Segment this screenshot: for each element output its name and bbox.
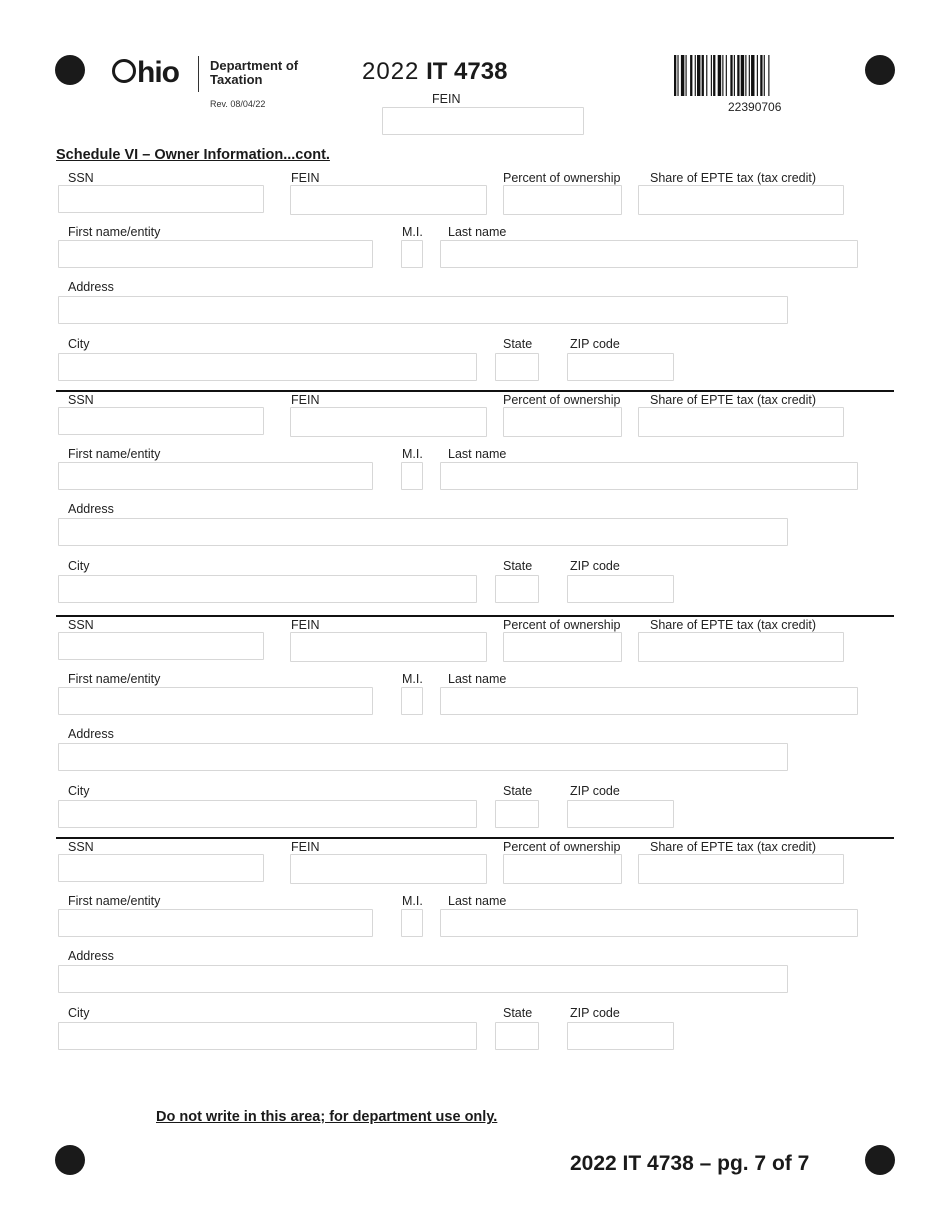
fein-label: FEIN	[291, 393, 320, 407]
last-name-input[interactable]	[440, 462, 858, 490]
mi-label: M.I.	[402, 225, 423, 239]
city-label: City	[68, 1006, 90, 1020]
address-label: Address	[68, 949, 114, 963]
zip-label: ZIP code	[570, 1006, 620, 1020]
fein-input[interactable]	[290, 854, 487, 884]
zip-input[interactable]	[567, 353, 674, 381]
state-input[interactable]	[495, 1022, 539, 1050]
share-label: Share of EPTE tax (tax credit)	[650, 840, 817, 854]
state-input[interactable]	[495, 575, 539, 603]
last-name-input[interactable]	[440, 240, 858, 268]
city-input[interactable]	[58, 575, 477, 603]
city-label: City	[68, 337, 90, 351]
share-input[interactable]	[638, 407, 844, 437]
state-input[interactable]	[495, 353, 539, 381]
fein-label: FEIN	[291, 840, 320, 854]
city-label: City	[68, 784, 90, 798]
city-label: City	[68, 559, 90, 573]
form-id: IT 4738	[426, 58, 508, 85]
percent-input[interactable]	[503, 854, 622, 884]
registration-mark-top-right	[865, 55, 895, 85]
last-name-label: Last name	[448, 447, 507, 461]
last-name-label: Last name	[448, 225, 507, 239]
share-label: Share of EPTE tax (tax credit)	[650, 171, 817, 185]
department-use-note: Do not write in this area; for department use only.	[156, 1109, 498, 1125]
address-label: Address	[68, 280, 114, 294]
first-name-label: First name/entity	[68, 894, 161, 908]
ssn-label: SSN	[68, 393, 94, 407]
zip-input[interactable]	[567, 800, 674, 828]
registration-mark-bottom-right	[865, 1145, 895, 1175]
mi-input[interactable]	[401, 909, 423, 937]
last-name-input[interactable]	[440, 687, 858, 715]
fein-label: FEIN	[291, 618, 320, 632]
fein-input[interactable]	[290, 185, 487, 215]
page-footer: 2022 IT 4738 – pg. 7 of 7	[570, 1152, 810, 1175]
department-line-2: Taxation	[210, 72, 263, 87]
ssn-input[interactable]	[58, 632, 264, 660]
mi-input[interactable]	[401, 462, 423, 490]
mi-label: M.I.	[402, 894, 423, 908]
registration-mark-bottom-left	[55, 1145, 85, 1175]
owner-separator	[56, 615, 894, 617]
department-line-1: Department of	[210, 58, 299, 73]
mi-label: M.I.	[402, 447, 423, 461]
header-fein-label: FEIN	[432, 92, 461, 106]
last-name-label: Last name	[448, 672, 507, 686]
mi-input[interactable]	[401, 240, 423, 268]
logo-divider	[198, 56, 199, 92]
ssn-input[interactable]	[58, 185, 264, 213]
schedule-title: Schedule VI – Owner Information...cont.	[56, 147, 330, 163]
last-name-label: Last name	[448, 894, 507, 908]
ssn-label: SSN	[68, 840, 94, 854]
city-input[interactable]	[58, 800, 477, 828]
percent-input[interactable]	[503, 185, 622, 215]
form-year: 2022	[362, 58, 420, 85]
percent-label: Percent of ownership	[503, 393, 621, 407]
header-fein-input[interactable]	[382, 107, 584, 135]
percent-label: Percent of ownership	[503, 618, 621, 632]
zip-input[interactable]	[567, 575, 674, 603]
ohio-logo	[112, 56, 179, 90]
mi-label: M.I.	[402, 672, 423, 686]
ohio-logo-o-icon	[112, 59, 136, 83]
share-input[interactable]	[638, 632, 844, 662]
address-input[interactable]	[58, 296, 788, 324]
city-input[interactable]	[58, 1022, 477, 1050]
first-name-label: First name/entity	[68, 672, 161, 686]
state-label: State	[503, 1006, 533, 1020]
fein-label: FEIN	[291, 171, 320, 185]
state-label: State	[503, 337, 533, 351]
ohio-logo-text: hio	[137, 56, 179, 89]
first-name-input[interactable]	[58, 687, 373, 715]
zip-label: ZIP code	[570, 784, 620, 798]
barcode-image	[674, 55, 840, 96]
address-input[interactable]	[58, 743, 788, 771]
state-label: State	[503, 559, 533, 573]
address-input[interactable]	[58, 965, 788, 993]
ssn-input[interactable]	[58, 407, 264, 435]
state-label: State	[503, 784, 533, 798]
state-input[interactable]	[495, 800, 539, 828]
barcode-number: 22390706	[728, 100, 782, 114]
owner-separator	[56, 390, 894, 392]
city-input[interactable]	[58, 353, 477, 381]
percent-label: Percent of ownership	[503, 171, 621, 185]
form-title	[362, 58, 507, 86]
zip-input[interactable]	[567, 1022, 674, 1050]
address-label: Address	[68, 502, 114, 516]
revision-date: Rev. 08/04/22	[210, 99, 266, 109]
first-name-label: First name/entity	[68, 447, 161, 461]
share-input[interactable]	[638, 185, 844, 215]
first-name-input[interactable]	[58, 240, 373, 268]
ssn-input[interactable]	[58, 854, 264, 882]
registration-mark-top-left	[55, 55, 85, 85]
last-name-input[interactable]	[440, 909, 858, 937]
address-label: Address	[68, 727, 114, 741]
percent-input[interactable]	[503, 632, 622, 662]
mi-input[interactable]	[401, 687, 423, 715]
fein-input[interactable]	[290, 632, 487, 662]
ssn-label: SSN	[68, 171, 94, 185]
fein-input[interactable]	[290, 407, 487, 437]
address-input[interactable]	[58, 518, 788, 546]
owner-separator	[56, 837, 894, 839]
first-name-input[interactable]	[58, 909, 373, 937]
percent-label: Percent of ownership	[503, 840, 621, 854]
department-name	[210, 59, 298, 87]
first-name-input[interactable]	[58, 462, 373, 490]
zip-label: ZIP code	[570, 559, 620, 573]
share-label: Share of EPTE tax (tax credit)	[650, 618, 817, 632]
first-name-label: First name/entity	[68, 225, 161, 239]
zip-label: ZIP code	[570, 337, 620, 351]
percent-input[interactable]	[503, 407, 622, 437]
ssn-label: SSN	[68, 618, 94, 632]
share-label: Share of EPTE tax (tax credit)	[650, 393, 817, 407]
share-input[interactable]	[638, 854, 844, 884]
